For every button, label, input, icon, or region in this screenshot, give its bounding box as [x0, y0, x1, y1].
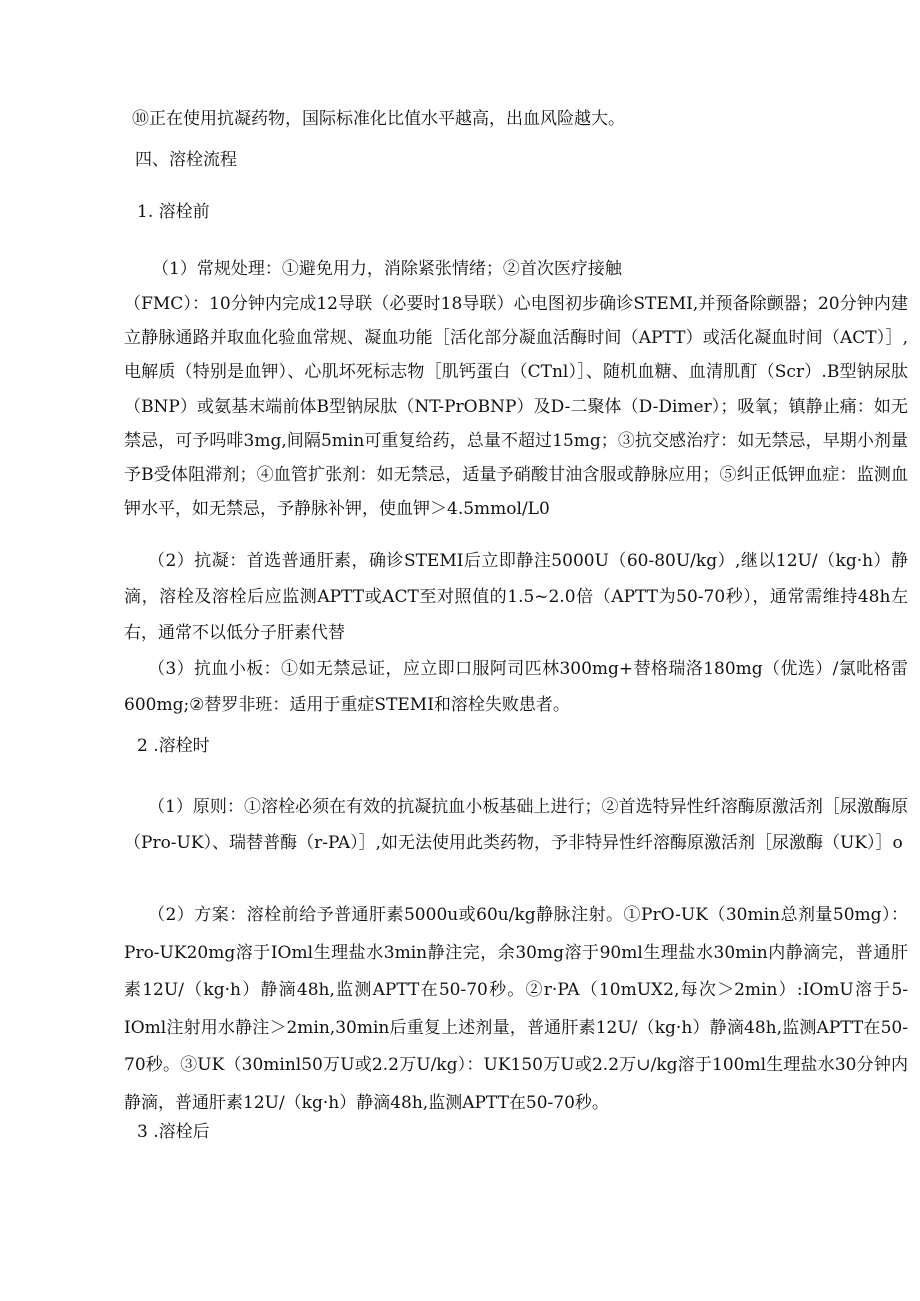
routine-treatment-paragraph: （FMC）：10分钟内完成12导联（必要时18导联）心电图初步确诊STEMI,并预备除颤器；20分钟内建立静脉通路并取血化验血常规、凝血功能［活化部分凝血活酶时间（APTT）或活化凝血时间（ACT）］,电解质（特别是血钾）、心肌坏死标志物［肌钙蛋白（CTnl）］、随机血糖、血清肌酊（Scr）.B型钠尿肽（BNP）或氨基末端前体B型钠尿肽（NT-PrOBNP）及D-二聚体（D-Dimer）；吸氧；镇静止痛：如无禁忌，可予吗啡3mg,间隔5min可重复给药，总量不超过15mg；③抗交感治疗：如无禁忌，早期小剂量予B受体阻滞剂；④血管扩张剂：如无禁忌，适量予硝酸甘油含服或静脉应用；⑤纠正低钾血症：监测血钾水平，如无禁忌，予静脉补钾，使血钾＞4.5mmol∕L0: [124, 294, 908, 520]
subheading-during-thrombolysis: 2 .溶栓时: [137, 736, 210, 756]
subheading-after-thrombolysis: 3 .溶栓后: [137, 1122, 210, 1142]
principle-paragraph: （1）原则：①溶栓必须在有效的抗凝抗血小板基础上进行；②首选特异性纤溶酶原激活剂［尿激酶原（Pro-UK）、瑞替普酶（r-PA）］,如无法使用此类药物，予非特异性纤溶酶原激活剂［尿激酶（UK）］o: [124, 797, 908, 853]
routine-treatment-lead: （1）常规处理：①避免用力，消除紧张情绪；②首次医疗接触: [152, 259, 622, 279]
antiplatelet-paragraph: （3）抗血小板：①如无禁忌证，应立即口服阿司匹林300mg+替格瑞洛180mg（优选）/氯吡格雷600mg;②替罗非班：适用于重症STEMI和溶栓失败患者。: [124, 659, 908, 715]
contraindication-item-10: ⑩正在使用抗凝药物，国际标准化比值水平越高，出血风险越大。: [132, 109, 625, 129]
section-title-thrombolysis-process: 四、溶栓流程: [135, 150, 237, 170]
subheading-before-thrombolysis: 1. 溶栓前: [137, 202, 210, 222]
anticoagulation-paragraph: （2）抗凝：首选普通肝素，确诊STEMI后立即静注5000U（60-80U∕kg）,继以12U∕（kg·h）静滴，溶栓及溶栓后应监测APTT或ACT至对照值的1.5~2.0倍（APTT为50-70秒），通常需维持48h左右，通常不以低分子肝素代替: [124, 551, 908, 643]
regimen-paragraph: （2）方案：溶栓前给予普通肝素5000u或60u∕kg静脉注射。①PrO-UK（30min总剂量50mg）：Pro-UK20mg溶于IOml生理盐水3min静注完，余30mg溶于90ml生理盐水30min内静滴完，普通肝素12U∕（kg·h）静滴48h,监测APTT在50-70秒。②r·PA（10mUX2,每次＞2min）:IOmU溶于5-IOml注射用水静注＞2min,30min后重复上述剂量，普通肝素12U∕（kg·h）静滴48h,监测APTT在50-70秒。③UK（30minl50万U或2.2万U/kg）：UK150万U或2.2万∪∕kg溶于100ml生理盐水30分钟内静滴，普通肝素12U∕（kg·h）静滴48h,监测APTT在50-70秒。: [124, 905, 908, 1113]
